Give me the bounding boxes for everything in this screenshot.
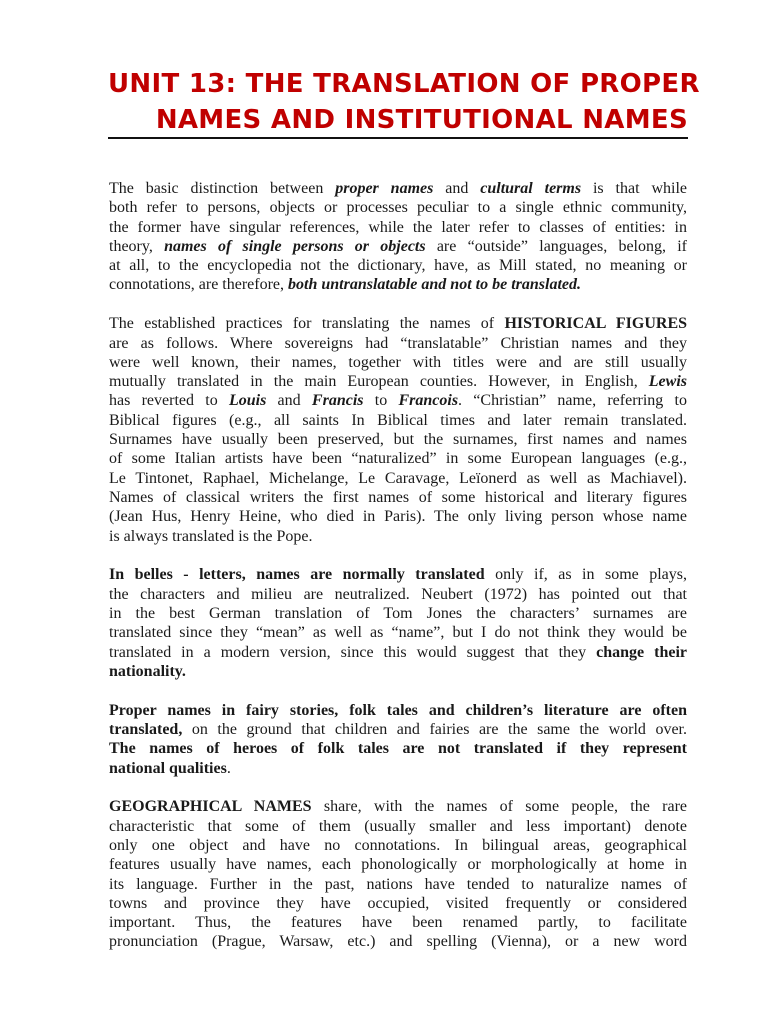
text-run: important. Thus, the features have been renamed partly, to facilitate [109, 914, 687, 932]
emphasis-text: national qualities [109, 759, 227, 777]
text-run: mutually translated in the main European counties. However, in English, [109, 373, 649, 391]
text-line [109, 488, 687, 507]
text-line [109, 198, 687, 217]
title-line-1: UNIT 13: THE TRANSLATION OF PROPER [108, 69, 700, 99]
text-run: theory, [109, 237, 165, 255]
text-run: were well known, their names, together with titles were and are still usually [109, 353, 687, 371]
text-run: is that while [581, 180, 687, 197]
text-run: translated since they “mean” as well as “name”, but I do not think they would be [109, 624, 687, 642]
text-run: . [226, 759, 231, 777]
text-run: on the ground that children and fairies are the same the world over. [182, 720, 687, 738]
text-run: characteristic that some of them (usually smaller and less important) denote [109, 817, 687, 835]
text-line [109, 256, 687, 275]
text-run: are “outside” languages, belong, if [425, 237, 688, 255]
text-run: only if, as in some plays, [484, 566, 687, 584]
document-body [109, 179, 687, 971]
text-run: the former have singular references, while the later refer to classes of entities: in [109, 218, 687, 236]
text-line [109, 430, 687, 449]
text-line [109, 836, 687, 855]
text-run: pronunciation (Prague, Warsaw, etc.) and spelling (Vienna), or a new word [109, 933, 687, 951]
text-line [109, 739, 687, 758]
text-line [109, 894, 687, 913]
text-line [109, 855, 687, 874]
text-run: Surnames have usually been preserved, but the surnames, first names and names [109, 431, 687, 449]
paragraph-5 [109, 797, 687, 951]
text-run: The established practices for translating the names of [109, 315, 505, 333]
text-run: share, with the names of some people, the rare [311, 798, 687, 816]
text-run: both refer to persons, objects or processes peculiar to a single ethnic community, [109, 199, 687, 217]
text-run: Names of classical writers the first names of some historical and literary figures [109, 488, 687, 506]
text-line [109, 527, 687, 546]
paragraph-4 [109, 701, 687, 778]
text-line [109, 585, 687, 604]
text-line [109, 218, 687, 237]
emphasis-text: Louis [228, 392, 267, 410]
text-run: (Jean Hus, Henry Heine, who died in Paris). The only living person whose name [109, 508, 687, 526]
text-line [109, 932, 687, 951]
paragraph-3 [109, 565, 687, 681]
emphasis-text: Proper names in fairy stories, folk tales and children’s literature are often [109, 701, 687, 719]
text-run: to [363, 392, 399, 410]
text-run: its language. Further in the past, nations have tended to naturalize names of [109, 875, 687, 893]
text-run: at all, to the encyclopedia not the dictionary, have, as Mill stated, no meaning or [109, 257, 687, 275]
text-line [109, 623, 687, 642]
text-line [109, 913, 687, 932]
text-line [109, 449, 687, 468]
emphasis-text: Francois [398, 392, 459, 410]
text-line [109, 797, 687, 816]
text-line [109, 662, 687, 681]
text-run: features usually have names, each phonologically or morphologically at home in [109, 856, 687, 874]
paragraph-2 [109, 314, 687, 546]
title-divider [108, 137, 688, 139]
text-line [109, 179, 687, 198]
emphasis-text: names of single persons or objects [164, 237, 426, 255]
unit-title [108, 66, 700, 138]
emphasis-text: cultural terms [480, 180, 582, 197]
text-run: and [433, 180, 481, 197]
text-line [109, 759, 687, 778]
text-run: and [266, 392, 312, 410]
text-run: in the best German translation of Tom Jones the characters’ surnames are [109, 604, 687, 622]
text-line [109, 275, 687, 294]
text-line [109, 391, 687, 410]
title-line-2: NAMES AND INSTITUTIONAL NAMES [155, 105, 688, 135]
text-line [109, 565, 687, 584]
emphasis-text: both untranslatable and not to be translated. [288, 276, 581, 294]
emphasis-text: HISTORICAL FIGURES [504, 315, 688, 333]
text-run: connotations, are therefore, [109, 276, 289, 294]
paragraph-1 [109, 179, 687, 295]
text-run: are as follows. Where sovereigns had “translatable” Christian names and they [109, 334, 687, 352]
text-run: Le Tintonet, Raphael, Michelange, Le Caravage, Leïonerd as well as Machiavel). [109, 469, 687, 487]
text-line [109, 411, 687, 430]
text-run: the characters and milieu are neutralized. Neubert (1972) has pointed out that [109, 585, 687, 603]
text-line [109, 237, 687, 256]
text-line [109, 875, 687, 894]
text-line [109, 469, 687, 488]
emphasis-text: change their [596, 643, 688, 661]
text-run: has reverted to [109, 392, 229, 410]
text-line [109, 817, 687, 836]
emphasis-text: translated, [109, 720, 183, 738]
emphasis-text: nationality. [109, 662, 186, 680]
text-line [109, 643, 687, 662]
emphasis-text: GEOGRAPHICAL NAMES [109, 798, 312, 816]
text-line [109, 720, 687, 739]
text-line [109, 372, 687, 391]
text-run: is always translated is the Pope. [109, 527, 313, 545]
text-line [109, 604, 687, 623]
text-run: Biblical figures (e.g., all saints In Biblical times and later remain translated. [109, 411, 687, 429]
emphasis-text: Lewis [648, 373, 687, 391]
text-line [109, 701, 687, 720]
text-run: . “Christian” name, referring to [458, 392, 687, 410]
text-line [109, 314, 687, 333]
emphasis-text: proper names [335, 180, 434, 197]
text-run: translated in a modern version, since this would suggest that they [109, 643, 597, 661]
text-line [109, 353, 687, 372]
text-run: towns and province they have occupied, visited frequently or considered [109, 894, 687, 912]
text-line [109, 334, 687, 353]
text-line [109, 507, 687, 526]
emphasis-text: Francis [311, 392, 364, 410]
emphasis-text: The names of heroes of folk tales are not translated if they represent [109, 740, 687, 758]
text-run: of some Italian artists have been “naturalized” in some European languages (e.g., [109, 450, 687, 468]
emphasis-text: In belles - letters, names are normally translated [109, 566, 485, 584]
text-run: The basic distinction between [109, 180, 336, 197]
text-run: only one object and have no connotations. In bilingual areas, geographical [109, 836, 687, 854]
